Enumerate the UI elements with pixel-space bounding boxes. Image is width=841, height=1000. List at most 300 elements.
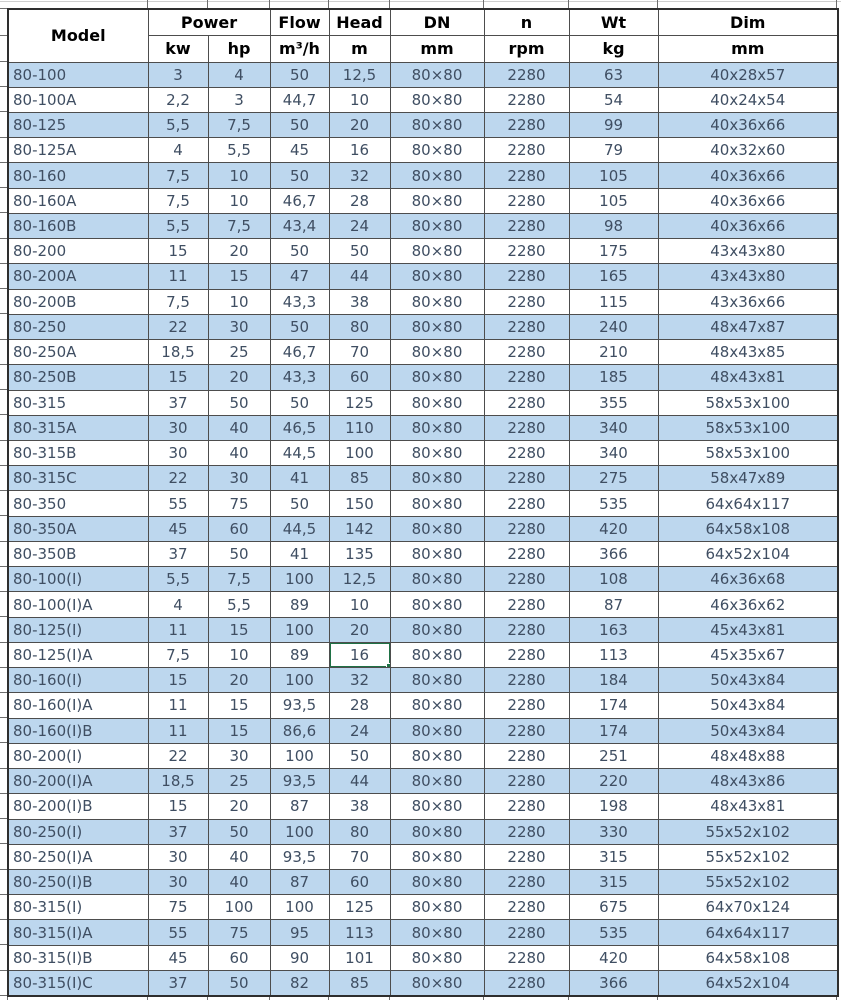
cell-flow[interactable]: 82	[270, 970, 329, 995]
cell-dn[interactable]: 80×80	[390, 163, 484, 188]
cell-power-kw[interactable]: 18,5	[148, 769, 208, 794]
cell-model[interactable]: 80-125	[8, 112, 148, 137]
cell-power-kw[interactable]: 11	[148, 718, 208, 743]
cell-dn[interactable]: 80×80	[390, 844, 484, 869]
cell-dn[interactable]: 80×80	[390, 213, 484, 238]
cell-flow[interactable]: 93,5	[270, 693, 329, 718]
cell-wt[interactable]: 275	[569, 466, 658, 491]
cell-power-hp[interactable]: 50	[208, 970, 270, 995]
cell-n[interactable]: 2280	[484, 642, 569, 667]
cell-dim[interactable]: 48x48x88	[658, 743, 838, 768]
cell-power-kw[interactable]: 22	[148, 743, 208, 768]
cell-head[interactable]: 100	[329, 441, 390, 466]
cell-model[interactable]: 80-200(I)A	[8, 769, 148, 794]
cell-wt[interactable]: 99	[569, 112, 658, 137]
cell-wt[interactable]: 315	[569, 870, 658, 895]
cell-head[interactable]: 50	[329, 239, 390, 264]
cell-dn[interactable]: 80×80	[390, 970, 484, 995]
cell-head[interactable]: 44	[329, 769, 390, 794]
cell-wt[interactable]: 535	[569, 491, 658, 516]
cell-wt[interactable]: 366	[569, 970, 658, 995]
cell-flow[interactable]: 100	[270, 743, 329, 768]
cell-head[interactable]: 50	[329, 743, 390, 768]
cell-n[interactable]: 2280	[484, 617, 569, 642]
cell-head[interactable]: 85	[329, 466, 390, 491]
cell-head[interactable]: 70	[329, 340, 390, 365]
cell-model[interactable]: 80-125A	[8, 138, 148, 163]
cell-head[interactable]: 44	[329, 264, 390, 289]
cell-n[interactable]: 2280	[484, 920, 569, 945]
cell-dim[interactable]: 50x43x84	[658, 693, 838, 718]
cell-head[interactable]: 80	[329, 819, 390, 844]
cell-power-kw[interactable]: 30	[148, 441, 208, 466]
cell-dn[interactable]: 80×80	[390, 870, 484, 895]
cell-flow[interactable]: 93,5	[270, 844, 329, 869]
cell-dim[interactable]: 48x43x85	[658, 340, 838, 365]
cell-n[interactable]: 2280	[484, 239, 569, 264]
cell-power-hp[interactable]: 20	[208, 365, 270, 390]
cell-dim[interactable]: 40x36x66	[658, 188, 838, 213]
cell-n[interactable]: 2280	[484, 138, 569, 163]
cell-power-kw[interactable]: 11	[148, 693, 208, 718]
cell-n[interactable]: 2280	[484, 592, 569, 617]
cell-head[interactable]: 32	[329, 668, 390, 693]
cell-dn[interactable]: 80×80	[390, 718, 484, 743]
cell-n[interactable]: 2280	[484, 743, 569, 768]
cell-power-hp[interactable]: 20	[208, 239, 270, 264]
cell-dim[interactable]: 58x53x100	[658, 390, 838, 415]
cell-flow[interactable]: 44,5	[270, 441, 329, 466]
cell-power-hp[interactable]: 75	[208, 491, 270, 516]
cell-dn[interactable]: 80×80	[390, 188, 484, 213]
cell-dn[interactable]: 80×80	[390, 769, 484, 794]
cell-flow[interactable]: 41	[270, 466, 329, 491]
cell-power-kw[interactable]: 37	[148, 390, 208, 415]
cell-wt[interactable]: 54	[569, 87, 658, 112]
cell-n[interactable]: 2280	[484, 390, 569, 415]
cell-flow[interactable]: 87	[270, 870, 329, 895]
cell-power-kw[interactable]: 3	[148, 62, 208, 87]
cell-head[interactable]: 10	[329, 87, 390, 112]
cell-wt[interactable]: 174	[569, 693, 658, 718]
cell-power-kw[interactable]: 2,2	[148, 87, 208, 112]
cell-head[interactable]: 135	[329, 541, 390, 566]
cell-dn[interactable]: 80×80	[390, 314, 484, 339]
cell-power-hp[interactable]: 30	[208, 314, 270, 339]
cell-power-hp[interactable]: 15	[208, 718, 270, 743]
cell-model[interactable]: 80-315(I)B	[8, 945, 148, 970]
cell-flow[interactable]: 47	[270, 264, 329, 289]
cell-dn[interactable]: 80×80	[390, 112, 484, 137]
cell-model[interactable]: 80-100(I)A	[8, 592, 148, 617]
cell-dn[interactable]: 80×80	[390, 516, 484, 541]
cell-dim[interactable]: 45x43x81	[658, 617, 838, 642]
cell-n[interactable]: 2280	[484, 668, 569, 693]
cell-head[interactable]: 142	[329, 516, 390, 541]
cell-power-hp[interactable]: 10	[208, 188, 270, 213]
cell-dn[interactable]: 80×80	[390, 819, 484, 844]
cell-head[interactable]: 24	[329, 213, 390, 238]
cell-model[interactable]: 80-315(I)A	[8, 920, 148, 945]
cell-flow[interactable]: 44,5	[270, 516, 329, 541]
cell-power-hp[interactable]: 15	[208, 693, 270, 718]
cell-wt[interactable]: 355	[569, 390, 658, 415]
cell-model[interactable]: 80-200B	[8, 289, 148, 314]
cell-n[interactable]: 2280	[484, 87, 569, 112]
cell-flow[interactable]: 89	[270, 642, 329, 667]
cell-model[interactable]: 80-350B	[8, 541, 148, 566]
cell-model[interactable]: 80-200	[8, 239, 148, 264]
cell-power-kw[interactable]: 55	[148, 491, 208, 516]
cell-power-hp[interactable]: 50	[208, 541, 270, 566]
cell-flow[interactable]: 46,7	[270, 188, 329, 213]
cell-n[interactable]: 2280	[484, 365, 569, 390]
cell-flow[interactable]: 100	[270, 819, 329, 844]
cell-dim[interactable]: 64x64x117	[658, 920, 838, 945]
cell-wt[interactable]: 113	[569, 642, 658, 667]
cell-dn[interactable]: 80×80	[390, 617, 484, 642]
cell-power-kw[interactable]: 30	[148, 870, 208, 895]
cell-flow[interactable]: 93,5	[270, 769, 329, 794]
cell-model[interactable]: 80-100A	[8, 87, 148, 112]
cell-power-kw[interactable]: 11	[148, 617, 208, 642]
cell-dim[interactable]: 58x53x100	[658, 441, 838, 466]
cell-wt[interactable]: 251	[569, 743, 658, 768]
cell-dn[interactable]: 80×80	[390, 289, 484, 314]
cell-model[interactable]: 80-160A	[8, 188, 148, 213]
cell-head[interactable]: 38	[329, 794, 390, 819]
cell-model[interactable]: 80-250	[8, 314, 148, 339]
cell-dn[interactable]: 80×80	[390, 415, 484, 440]
cell-power-hp[interactable]: 40	[208, 415, 270, 440]
cell-dn[interactable]: 80×80	[390, 567, 484, 592]
cell-model[interactable]: 80-315C	[8, 466, 148, 491]
cell-dim[interactable]: 55x52x102	[658, 870, 838, 895]
cell-dim[interactable]: 48x43x86	[658, 769, 838, 794]
cell-model[interactable]: 80-200(I)	[8, 743, 148, 768]
cell-n[interactable]: 2280	[484, 870, 569, 895]
cell-n[interactable]: 2280	[484, 213, 569, 238]
cell-dim[interactable]: 64x52x104	[658, 541, 838, 566]
cell-power-hp[interactable]: 7,5	[208, 213, 270, 238]
cell-power-hp[interactable]: 20	[208, 794, 270, 819]
cell-dim[interactable]: 48x47x87	[658, 314, 838, 339]
cell-wt[interactable]: 87	[569, 592, 658, 617]
cell-wt[interactable]: 63	[569, 62, 658, 87]
cell-power-hp[interactable]: 50	[208, 819, 270, 844]
cell-head[interactable]: 28	[329, 693, 390, 718]
cell-flow[interactable]: 87	[270, 794, 329, 819]
cell-head[interactable]: 28	[329, 188, 390, 213]
cell-n[interactable]: 2280	[484, 516, 569, 541]
cell-head[interactable]: 12,5	[329, 567, 390, 592]
cell-head[interactable]: 80	[329, 314, 390, 339]
cell-head[interactable]: 12,5	[329, 62, 390, 87]
cell-flow[interactable]: 43,3	[270, 289, 329, 314]
cell-dn[interactable]: 80×80	[390, 138, 484, 163]
cell-n[interactable]: 2280	[484, 441, 569, 466]
cell-power-kw[interactable]: 5,5	[148, 213, 208, 238]
cell-model[interactable]: 80-160B	[8, 213, 148, 238]
cell-dim[interactable]: 64x64x117	[658, 491, 838, 516]
cell-dn[interactable]: 80×80	[390, 743, 484, 768]
cell-wt[interactable]: 198	[569, 794, 658, 819]
cell-head[interactable]: 10	[329, 592, 390, 617]
cell-dn[interactable]: 80×80	[390, 441, 484, 466]
cell-wt[interactable]: 165	[569, 264, 658, 289]
cell-dim[interactable]: 40x36x66	[658, 213, 838, 238]
cell-model[interactable]: 80-350A	[8, 516, 148, 541]
cell-model[interactable]: 80-250(I)B	[8, 870, 148, 895]
cell-power-hp[interactable]: 40	[208, 844, 270, 869]
cell-flow[interactable]: 100	[270, 567, 329, 592]
cell-dn[interactable]: 80×80	[390, 895, 484, 920]
cell-dim[interactable]: 48x43x81	[658, 794, 838, 819]
cell-power-hp[interactable]: 3	[208, 87, 270, 112]
cell-flow[interactable]: 45	[270, 138, 329, 163]
cell-wt[interactable]: 98	[569, 213, 658, 238]
cell-dn[interactable]: 80×80	[390, 592, 484, 617]
cell-dn[interactable]: 80×80	[390, 264, 484, 289]
cell-power-hp[interactable]: 7,5	[208, 112, 270, 137]
cell-wt[interactable]: 185	[569, 365, 658, 390]
cell-n[interactable]: 2280	[484, 794, 569, 819]
cell-wt[interactable]: 675	[569, 895, 658, 920]
cell-power-hp[interactable]: 75	[208, 920, 270, 945]
cell-power-hp[interactable]: 7,5	[208, 567, 270, 592]
cell-power-hp[interactable]: 30	[208, 743, 270, 768]
cell-n[interactable]: 2280	[484, 541, 569, 566]
cell-power-hp[interactable]: 15	[208, 617, 270, 642]
cell-dim[interactable]: 46x36x68	[658, 567, 838, 592]
cell-power-kw[interactable]: 30	[148, 415, 208, 440]
cell-flow[interactable]: 50	[270, 239, 329, 264]
cell-head[interactable]: 70	[329, 844, 390, 869]
cell-dn[interactable]: 80×80	[390, 668, 484, 693]
cell-model[interactable]: 80-315	[8, 390, 148, 415]
cell-power-hp[interactable]: 25	[208, 769, 270, 794]
cell-dim[interactable]: 40x32x60	[658, 138, 838, 163]
cell-flow[interactable]: 95	[270, 920, 329, 945]
cell-model[interactable]: 80-315(I)	[8, 895, 148, 920]
cell-dim[interactable]: 40x28x57	[658, 62, 838, 87]
cell-n[interactable]: 2280	[484, 415, 569, 440]
cell-model[interactable]: 80-125(I)	[8, 617, 148, 642]
cell-wt[interactable]: 210	[569, 340, 658, 365]
cell-flow[interactable]: 100	[270, 895, 329, 920]
cell-model[interactable]: 80-250(I)A	[8, 844, 148, 869]
cell-n[interactable]: 2280	[484, 693, 569, 718]
cell-power-kw[interactable]: 30	[148, 844, 208, 869]
cell-dim[interactable]: 40x36x66	[658, 163, 838, 188]
cell-power-hp[interactable]: 25	[208, 340, 270, 365]
cell-dn[interactable]: 80×80	[390, 466, 484, 491]
cell-head[interactable]: 16	[329, 642, 390, 667]
cell-power-kw[interactable]: 75	[148, 895, 208, 920]
cell-power-kw[interactable]: 37	[148, 819, 208, 844]
cell-wt[interactable]: 340	[569, 441, 658, 466]
cell-power-kw[interactable]: 15	[148, 365, 208, 390]
cell-head[interactable]: 16	[329, 138, 390, 163]
cell-dn[interactable]: 80×80	[390, 945, 484, 970]
cell-head[interactable]: 24	[329, 718, 390, 743]
cell-n[interactable]: 2280	[484, 289, 569, 314]
cell-power-kw[interactable]: 11	[148, 264, 208, 289]
cell-dn[interactable]: 80×80	[390, 62, 484, 87]
cell-power-kw[interactable]: 37	[148, 541, 208, 566]
cell-head[interactable]: 150	[329, 491, 390, 516]
cell-power-hp[interactable]: 10	[208, 163, 270, 188]
cell-n[interactable]: 2280	[484, 844, 569, 869]
cell-n[interactable]: 2280	[484, 466, 569, 491]
cell-power-hp[interactable]: 30	[208, 466, 270, 491]
cell-power-kw[interactable]: 45	[148, 516, 208, 541]
fill-handle[interactable]	[386, 663, 391, 668]
cell-flow[interactable]: 90	[270, 945, 329, 970]
cell-wt[interactable]: 105	[569, 188, 658, 213]
cell-power-hp[interactable]: 5,5	[208, 138, 270, 163]
cell-dn[interactable]: 80×80	[390, 491, 484, 516]
cell-power-hp[interactable]: 100	[208, 895, 270, 920]
cell-n[interactable]: 2280	[484, 264, 569, 289]
cell-dim[interactable]: 64x58x108	[658, 516, 838, 541]
cell-n[interactable]: 2280	[484, 112, 569, 137]
cell-dim[interactable]: 64x52x104	[658, 970, 838, 995]
cell-power-hp[interactable]: 50	[208, 390, 270, 415]
cell-power-hp[interactable]: 4	[208, 62, 270, 87]
cell-n[interactable]: 2280	[484, 945, 569, 970]
cell-power-hp[interactable]: 40	[208, 441, 270, 466]
cell-power-kw[interactable]: 18,5	[148, 340, 208, 365]
cell-n[interactable]: 2280	[484, 769, 569, 794]
cell-dn[interactable]: 80×80	[390, 541, 484, 566]
cell-head[interactable]: 20	[329, 617, 390, 642]
cell-flow[interactable]: 43,3	[270, 365, 329, 390]
cell-dim[interactable]: 46x36x62	[658, 592, 838, 617]
cell-wt[interactable]: 240	[569, 314, 658, 339]
cell-model[interactable]: 80-250A	[8, 340, 148, 365]
cell-power-kw[interactable]: 7,5	[148, 289, 208, 314]
cell-dn[interactable]: 80×80	[390, 87, 484, 112]
cell-dim[interactable]: 43x43x80	[658, 239, 838, 264]
cell-model[interactable]: 80-250B	[8, 365, 148, 390]
cell-flow[interactable]: 50	[270, 62, 329, 87]
cell-n[interactable]: 2280	[484, 819, 569, 844]
cell-power-kw[interactable]: 4	[148, 138, 208, 163]
cell-head[interactable]: 60	[329, 870, 390, 895]
cell-wt[interactable]: 315	[569, 844, 658, 869]
cell-power-kw[interactable]: 7,5	[148, 188, 208, 213]
cell-model[interactable]: 80-100	[8, 62, 148, 87]
cell-wt[interactable]: 366	[569, 541, 658, 566]
cell-dim[interactable]: 43x36x66	[658, 289, 838, 314]
cell-power-kw[interactable]: 5,5	[148, 567, 208, 592]
cell-n[interactable]: 2280	[484, 895, 569, 920]
cell-wt[interactable]: 535	[569, 920, 658, 945]
cell-dim[interactable]: 43x43x80	[658, 264, 838, 289]
cell-wt[interactable]: 175	[569, 239, 658, 264]
cell-power-kw[interactable]: 15	[148, 668, 208, 693]
cell-wt[interactable]: 220	[569, 769, 658, 794]
cell-model[interactable]: 80-250(I)	[8, 819, 148, 844]
cell-model[interactable]: 80-160(I)	[8, 668, 148, 693]
cell-flow[interactable]: 50	[270, 112, 329, 137]
cell-flow[interactable]: 41	[270, 541, 329, 566]
cell-dim[interactable]: 64x58x108	[658, 945, 838, 970]
cell-power-kw[interactable]: 37	[148, 970, 208, 995]
cell-dn[interactable]: 80×80	[390, 239, 484, 264]
cell-flow[interactable]: 89	[270, 592, 329, 617]
cell-flow[interactable]: 43,4	[270, 213, 329, 238]
cell-dn[interactable]: 80×80	[390, 365, 484, 390]
cell-n[interactable]: 2280	[484, 718, 569, 743]
cell-n[interactable]: 2280	[484, 314, 569, 339]
cell-wt[interactable]: 330	[569, 819, 658, 844]
cell-power-kw[interactable]: 45	[148, 945, 208, 970]
cell-dn[interactable]: 80×80	[390, 340, 484, 365]
cell-head[interactable]: 101	[329, 945, 390, 970]
cell-n[interactable]: 2280	[484, 62, 569, 87]
cell-n[interactable]: 2280	[484, 970, 569, 995]
cell-flow[interactable]: 46,5	[270, 415, 329, 440]
cell-flow[interactable]: 50	[270, 491, 329, 516]
cell-power-kw[interactable]: 22	[148, 466, 208, 491]
cell-power-hp[interactable]: 5,5	[208, 592, 270, 617]
cell-dim[interactable]: 55x52x102	[658, 819, 838, 844]
cell-dn[interactable]: 80×80	[390, 642, 484, 667]
cell-n[interactable]: 2280	[484, 567, 569, 592]
cell-dn[interactable]: 80×80	[390, 794, 484, 819]
cell-wt[interactable]: 163	[569, 617, 658, 642]
cell-dn[interactable]: 80×80	[390, 693, 484, 718]
cell-dim[interactable]: 40x36x66	[658, 112, 838, 137]
cell-dim[interactable]: 55x52x102	[658, 844, 838, 869]
cell-model[interactable]: 80-160(I)B	[8, 718, 148, 743]
cell-wt[interactable]: 340	[569, 415, 658, 440]
cell-head[interactable]: 38	[329, 289, 390, 314]
cell-head[interactable]: 125	[329, 390, 390, 415]
cell-flow[interactable]: 44,7	[270, 87, 329, 112]
cell-model[interactable]: 80-315(I)C	[8, 970, 148, 995]
cell-model[interactable]: 80-350	[8, 491, 148, 516]
cell-dim[interactable]: 48x43x81	[658, 365, 838, 390]
cell-wt[interactable]: 420	[569, 945, 658, 970]
cell-power-hp[interactable]: 40	[208, 870, 270, 895]
cell-wt[interactable]: 79	[569, 138, 658, 163]
cell-dim[interactable]: 58x53x100	[658, 415, 838, 440]
cell-model[interactable]: 80-100(I)	[8, 567, 148, 592]
cell-flow[interactable]: 50	[270, 314, 329, 339]
cell-flow[interactable]: 50	[270, 390, 329, 415]
cell-head[interactable]: 113	[329, 920, 390, 945]
cell-power-hp[interactable]: 15	[208, 264, 270, 289]
cell-dim[interactable]: 45x35x67	[658, 642, 838, 667]
cell-dim[interactable]: 50x43x84	[658, 668, 838, 693]
cell-power-hp[interactable]: 10	[208, 642, 270, 667]
cell-power-kw[interactable]: 4	[148, 592, 208, 617]
cell-flow[interactable]: 100	[270, 668, 329, 693]
cell-dim[interactable]: 40x24x54	[658, 87, 838, 112]
cell-power-hp[interactable]: 10	[208, 289, 270, 314]
cell-wt[interactable]: 174	[569, 718, 658, 743]
cell-flow[interactable]: 46,7	[270, 340, 329, 365]
cell-flow[interactable]: 50	[270, 163, 329, 188]
cell-wt[interactable]: 108	[569, 567, 658, 592]
cell-wt[interactable]: 115	[569, 289, 658, 314]
cell-wt[interactable]: 105	[569, 163, 658, 188]
cell-head[interactable]: 125	[329, 895, 390, 920]
cell-flow[interactable]: 86,6	[270, 718, 329, 743]
